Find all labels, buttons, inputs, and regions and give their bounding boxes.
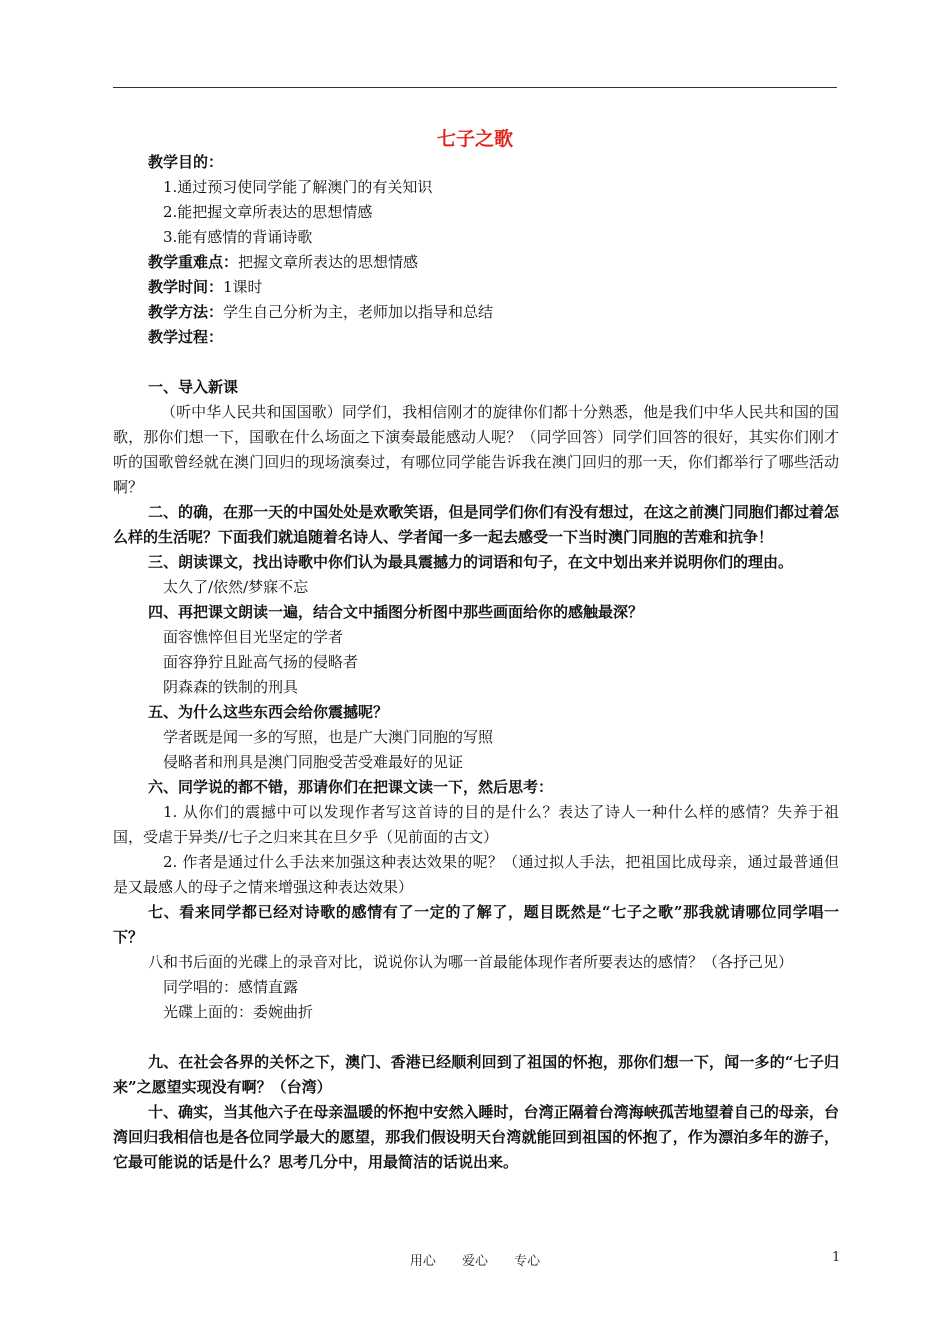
time-text: 1课时	[223, 278, 263, 296]
focus-label: 教学重难点：	[148, 253, 239, 271]
section-1-text: （听中华人民共和国国歌）同学们，我相信刚才的旋律你们都十分熟悉，他是我们中华人民共和国的国歌，那你们想一下，国歌在什么场面之下演奏最能感动人呢？（同学回答）同学们回答的很好，其实你们刚才听的国歌曾经就在澳门回归的现场演奏过，有哪位同学能告诉我在澳门回归的那一天，你们都举行了哪些活动啊？	[113, 403, 839, 496]
section-8-answer: 同学唱的：感情直露	[163, 978, 299, 996]
focus-line	[113, 250, 839, 275]
section-1-heading: 一、导入新课	[148, 378, 239, 396]
header-rule	[113, 87, 837, 88]
spacer	[113, 350, 839, 375]
goal-heading: 教学目的：	[148, 153, 224, 171]
section-3: 三、朗读课文，找出诗歌中你们认为最具震撼力的词语和句子，在文中划出来并说明你们的理由。	[148, 553, 794, 571]
spacer	[113, 1025, 839, 1050]
section-4-answer: 面容憔悴但目光坚定的学者	[163, 628, 344, 646]
section-8: 八和书后面的光碟上的录音对比，说说你认为哪一首最能体现作者所要表达的感情？（各抒己见）	[148, 953, 794, 971]
section-10: 十、确实，当其他六子在母亲温暖的怀抱中安然入睡时，台湾正隔着台湾海峡孤苦地望着自己的母亲，台湾回归我相信也是各位同学最大的愿望，那我们假设明天台湾就能回到祖国的怀抱了，作为漂泊多年的游子，它最可能说的话是什么？思考几分中，用最简洁的话说出来。	[113, 1103, 839, 1171]
section-6: 六、同学说的都不错，那请你们在把课文读一下，然后思考：	[148, 778, 554, 796]
method-line	[113, 300, 839, 325]
section-5-answer: 学者既是闻一多的写照，也是广大澳门同胞的写照	[163, 728, 494, 746]
section-3-answer: 太久了/依然/梦寐不忘	[163, 578, 309, 596]
method-text: 学生自己分析为主，老师加以指导和总结	[223, 303, 494, 321]
section-4-answer: 面容狰狞且趾高气扬的侵略者	[163, 653, 359, 671]
time-line	[113, 275, 839, 300]
goal-item: 3.能有感情的背诵诗歌	[163, 228, 313, 246]
page-number: 1	[832, 1250, 841, 1265]
section-8-answer: 光碟上面的：委婉曲折	[163, 1003, 314, 1021]
focus-text: 把握文章所表达的思想情感	[238, 253, 419, 271]
goal-item: 1.通过预习使同学能了解澳门的有关知识	[163, 178, 433, 196]
section-6-question-2: 2. 作者是通过什么手法来加强这种表达效果的呢？（通过拟人手法，把祖国比成母亲，通过最普通但是又最感人的母子之情来增强这种表达效果）	[113, 853, 839, 896]
document-body	[113, 150, 839, 1175]
process-heading: 教学过程：	[148, 328, 224, 346]
section-6-question-1: 1. 从你们的震撼中可以发现作者写这首诗的目的是什么？表达了诗人一种什么样的感情？失养于祖国，受虐于异类//七子之归来其在旦夕乎（见前面的古文）	[113, 803, 839, 846]
page-title: 七子之歌	[436, 128, 513, 150]
goal-item: 2.能把握文章所表达的思想情感	[163, 203, 373, 221]
time-label: 教学时间：	[148, 278, 224, 296]
section-5: 五、为什么这些东西会给你震撼呢？	[148, 703, 389, 721]
section-4: 四、再把课文朗读一遍，结合文中插图分析图中那些画面给你的感触最深？	[148, 603, 644, 621]
section-9: 九、在社会各界的关怀之下，澳门、香港已经顺利回到了祖国的怀抱，那你们想一下，闻一多的“七子归来”之愿望实现没有啊？（台湾）	[113, 1053, 839, 1096]
section-7: 七、看来同学都已经对诗歌的感情有了一定的了解了，题目既然是“七子之歌”那我就请哪位同学唱一下？	[113, 903, 839, 946]
section-2: 二、的确，在那一天的中国处处是欢歌笑语，但是同学们你们有没有想过，在这之前澳门同胞们都过着怎么样的生活呢？下面我们就追随着名诗人、学者闻一多一起去感受一下当时澳门同胞的苦难和抗争！	[113, 503, 839, 546]
section-4-answer: 阴森森的铁制的刑具	[163, 678, 299, 696]
method-label: 教学方法：	[148, 303, 224, 321]
section-5-answer: 侵略者和刑具是澳门同胞受苦受难最好的见证	[163, 753, 464, 771]
footer-motto: 用心 爱心 专心	[409, 1254, 541, 1269]
